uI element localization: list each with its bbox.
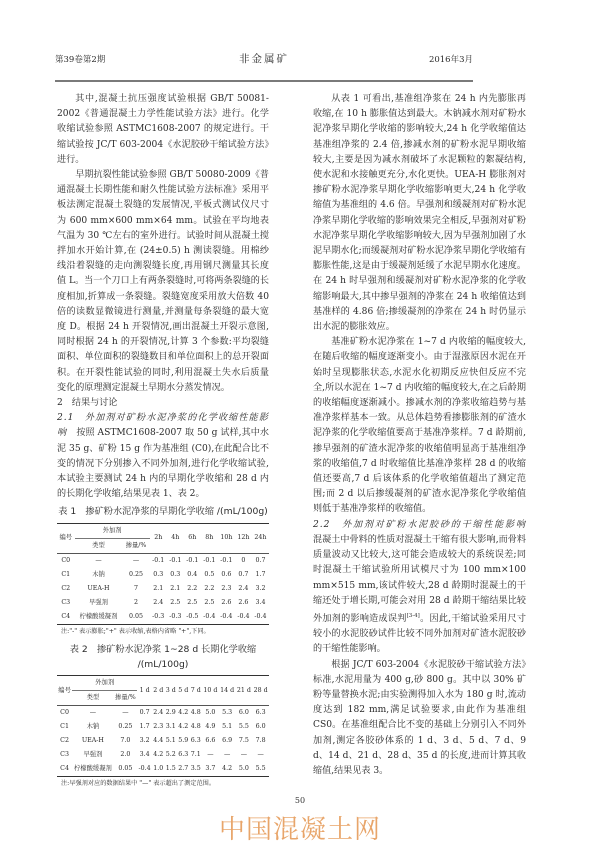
right-column xyxy=(313,92,526,779)
cell-dosage: 2.0 xyxy=(120,751,131,759)
cell-id: C3 xyxy=(61,598,71,606)
table1-header-time: 12h xyxy=(237,534,250,542)
cell-value: -0.3 xyxy=(152,612,165,620)
table-row xyxy=(57,596,269,610)
table1-header-id: 编号 xyxy=(59,534,73,542)
table2-header-admixture: 外加剂 xyxy=(72,676,137,691)
table1-header-time: 2h xyxy=(154,534,163,542)
cell-value: 6.3 xyxy=(255,709,266,717)
table2-header-type: 类型 xyxy=(86,694,100,702)
cell-value: 2.3 xyxy=(221,584,232,592)
cell-type: 早强剂 xyxy=(89,598,108,606)
subsection-2-1 xyxy=(57,411,269,502)
cell-id: C1 xyxy=(60,723,69,731)
cell-value: 0 xyxy=(241,556,246,564)
cell-type: 早强剂 xyxy=(83,751,103,759)
table2-header-time: 14 d xyxy=(220,686,235,694)
cell-value: 2.5 xyxy=(170,598,181,606)
table1-header-time: 10h xyxy=(220,534,233,542)
cell-value: 3.2 xyxy=(139,737,150,745)
section-heading-results: 2 结果与讨论 xyxy=(57,398,118,409)
table-row xyxy=(57,568,269,582)
cell-value: 3.2 xyxy=(255,584,266,592)
cell-value: 2.6 xyxy=(221,598,232,606)
cell-value: -0.1 xyxy=(186,556,199,564)
cell-value: -0.1 xyxy=(220,556,233,564)
cell-value: 5.0 xyxy=(205,709,216,717)
cell-value: 2.5 xyxy=(204,598,215,606)
cell-value: 5.1 xyxy=(165,737,176,745)
cell-value: 7.8 xyxy=(255,737,266,745)
cell-value: 5.5 xyxy=(255,765,266,773)
page-number: 50 xyxy=(294,796,306,806)
volume-issue: 第39卷第2期 xyxy=(55,55,106,65)
cell-dosage: 0.05 xyxy=(118,765,133,773)
cell-value: 5.1 xyxy=(222,723,233,731)
table2-header-dosage: 掺量/% xyxy=(115,694,136,702)
cell-value: 5.0 xyxy=(238,765,249,773)
cell-value: 6.3 xyxy=(190,737,201,745)
cell-type: 柠檬酸缓凝剂 xyxy=(79,612,118,620)
cell-type: UEA-H xyxy=(87,584,110,592)
cell-type: 木钠 xyxy=(86,723,100,731)
journal-title: 非金属矿 xyxy=(239,53,289,65)
table1-note: 注:"-" 表示膨胀;"+" 表示收缩,表格内省略 "+",下同。 xyxy=(61,627,210,635)
cell-id: C4 xyxy=(61,612,71,620)
table2-body xyxy=(57,706,269,777)
cell-value: 2.7 xyxy=(178,765,189,773)
cell-value: 2.4 xyxy=(153,709,164,717)
cell-value: 2.9 xyxy=(165,709,176,717)
table2-header-time: 28 d xyxy=(253,686,268,694)
cell-value: 0.7 xyxy=(238,570,249,578)
cell-value: 2.2 xyxy=(187,584,198,592)
table-row xyxy=(57,762,269,777)
cell-dosage: — xyxy=(122,709,129,717)
cell-value: -0.1 xyxy=(152,556,165,564)
cell-value: 6.9 xyxy=(222,737,233,745)
page-header xyxy=(55,53,473,75)
table1 xyxy=(57,523,269,625)
cell-value: 5.3 xyxy=(222,709,233,717)
table1-body xyxy=(57,553,269,624)
table2 xyxy=(57,675,269,777)
table-row xyxy=(57,720,269,734)
cell-value: 2.4 xyxy=(238,584,249,592)
cell-value: -0.3 xyxy=(169,612,182,620)
table-row xyxy=(57,553,269,568)
table2-header-id: 编号 xyxy=(58,686,71,694)
cell-value: 0.3 xyxy=(170,570,181,578)
paragraph-early-shrinkage-analysis: 从表 1 可看出,基准组净浆在 24 h 内先膨胀再收缩,在 10 h 膨胀值达到最大。木钠减水剂对矿粉水泥净浆早期化学收缩的影响较大,24 h 化学收缩值达基准组净浆的 2.4 倍,掺减水剂的矿粉水泥早期收缩较大,主要是因为减水剂破坏了水泥颗粒的絮凝结构,使水泥和水接触更充分,水化更快。UEA-H 膨胀剂对掺矿粉水泥净浆早期化学收缩影响更大,24 h 化学收缩值为基准组的 4.6 倍。早强剂和缓凝剂对矿粉水泥净浆早期化学收缩的影响效果完全相反,早强剂对矿粉水泥净浆早期化学收缩影响较大,因为早强剂加剧了水泥早期水化;而缓凝剂对矿粉水泥净浆早期化学收缩有膨胀性能,这是由于缓凝剂延缓了水泥早期水化速度。在 24 h 时早强剂和缓凝剂对矿粉水泥净浆的化学收缩影响最大,其中掺早强剂的净浆在 24 h 收缩值达到基准样的 4.86 倍;掺缓凝剂的净浆在 24 h 时仍显示出水泥的膨胀效应。 xyxy=(313,94,526,333)
cell-value: 3.1 xyxy=(165,723,176,731)
cell-value: — xyxy=(207,751,214,759)
cell-value: 4.9 xyxy=(205,723,216,731)
cell-value: -0.1 xyxy=(169,556,182,564)
cell-value: 4.8 xyxy=(190,723,201,731)
subsection-2-2-text: 混凝土中骨料的性质对混凝土干缩有很大影响,而骨料质量波动又比较大,这可能会造成较大的系统误差;同时混凝土干缩试验所用试模尺寸为 100 mm×100 mm×515 mm,该试件较大,28 d 龄期时混凝土的干缩还处于增长期,可能会对用 28 d 龄期干缩结果比较外加剂的影响造成误判 xyxy=(313,534,526,624)
table2-caption: 表 2 掺矿粉水泥净浆 1~28 d 长期化学收缩 /(mL/100g) xyxy=(69,643,257,670)
cell-value: 1.0 xyxy=(153,765,164,773)
cell-value: 2.6 xyxy=(238,598,249,606)
cell-dosage: 7.0 xyxy=(120,737,131,745)
cell-value: 2.1 xyxy=(153,584,164,592)
table1-header-time: 6h xyxy=(188,534,197,542)
cell-value: 0.3 xyxy=(153,570,164,578)
cell-id: C4 xyxy=(60,765,69,773)
cell-value: -0.4 xyxy=(254,612,267,620)
cell-id: C3 xyxy=(60,751,69,759)
cell-value: 0.4 xyxy=(187,570,198,578)
cell-value: 6.0 xyxy=(238,709,249,717)
table2-header-time: 5 d xyxy=(178,686,189,694)
cell-value: 7.1 xyxy=(190,751,201,759)
issue-date: 2016年3月 xyxy=(428,55,473,65)
cell-value: 4.2 xyxy=(178,723,189,731)
table2-header-time: 1 d xyxy=(139,686,150,694)
cell-value: 4.2 xyxy=(153,751,164,759)
paragraph-long-term-shrinkage-analysis: 基准矿粉水泥净浆在 1~7 d 内收缩的幅度较大,在随后收缩的幅度逐渐变小。由于湿涨原因水泥在开始时呈现膨胀状态,水泥水化初期反应快但反应不完全,所以水泥在 1~7 d 内收缩的幅度较大,在之后龄期的收缩幅度逐渐减小。掺减水剂的净浆收缩趋势与基准净浆样基本一致。从总体趋势看掺膨胀剂的矿渣水泥净浆的化学收缩值要高于基准净浆样。7 d 龄期前,掺早强剂的矿渣水泥净浆的收缩值明显高于基准组净浆的收缩值,7 d 时收缩值比基准净浆样 28 d 的收缩值还要高,7 d 后该体系的化学收缩值超出了测定范围;而 2 d 以后掺缓凝剂的矿渣水泥净浆化学收缩值则低于基准净浆样的收缩值。 xyxy=(313,337,526,515)
cell-value: -0.4 xyxy=(203,612,216,620)
subsection-2-1-title: 2.1 外加剂对矿粉水泥净浆的化学收缩性能影响 xyxy=(57,413,269,439)
cell-value: 0.7 xyxy=(255,556,266,564)
cell-value: 2.3 xyxy=(153,723,164,731)
cell-value: — xyxy=(240,751,247,759)
table1-header-admixture: 外加剂 xyxy=(75,523,150,538)
table-row xyxy=(57,734,269,748)
cell-value: -0.1 xyxy=(203,556,216,564)
cell-type: 木钠 xyxy=(92,570,105,578)
cell-value: 0.5 xyxy=(204,570,215,578)
cell-value: 5.9 xyxy=(178,737,189,745)
cell-value: -0.4 xyxy=(138,765,151,773)
subsection-2-2-tail: 。因此,干缩试验采用尺寸较小的水泥胶砂试件比较不同外加剂对矿渣水泥胶砂的干缩性能影响。 xyxy=(313,613,526,655)
cell-value: -0.4 xyxy=(220,612,233,620)
citation-ref[interactable]: [3-4] xyxy=(406,612,420,619)
cell-value: 4.2 xyxy=(222,765,233,773)
cell-value: 1.7 xyxy=(255,570,266,578)
cell-value: 5.5 xyxy=(238,723,249,731)
cell-id: C2 xyxy=(60,737,69,745)
subsection-2-2 xyxy=(313,518,526,658)
cell-value: 4.2 xyxy=(178,709,189,717)
table1-header-time: 8h xyxy=(205,534,214,542)
cell-value: -0.4 xyxy=(237,612,250,620)
table1-caption: 表 1 掺矿粉水泥净浆的早期化学收缩 /(mL/100g) xyxy=(58,506,268,518)
table2-header-time: 21 d xyxy=(236,686,251,694)
cell-value: 0.7 xyxy=(139,709,150,717)
cell-value: 6.0 xyxy=(255,723,266,731)
table2-header-time: 10 d xyxy=(203,686,218,694)
cell-dosage: 0.25 xyxy=(129,570,144,578)
left-column xyxy=(57,92,269,794)
cell-value: 4.4 xyxy=(153,737,164,745)
cell-type: — xyxy=(95,556,102,564)
table1-header-type: 类型 xyxy=(92,541,105,549)
table2-note: 注:早强剂对应的数据结果中 "—" 表示超出了测定范围。 xyxy=(61,780,216,788)
subsection-2-2-title: 2.2 外加剂对矿粉水泥胶砂的干缩性能影响 xyxy=(313,519,526,530)
cell-value: 3.4 xyxy=(255,598,266,606)
cell-value: 3.4 xyxy=(139,751,150,759)
cell-id: C0 xyxy=(60,709,69,717)
cell-value: 2.2 xyxy=(204,584,215,592)
cell-value: 6.6 xyxy=(205,737,216,745)
cell-dosage: — xyxy=(132,556,140,564)
cell-value: 1.5 xyxy=(165,765,176,773)
cell-dosage: 2 xyxy=(134,598,139,606)
paragraph-crack-test: 早期抗裂性能试验参照 GB/T 50080-2009《普通混凝土长期性能和耐久性能试验方法标准》采用平板法测定混凝土裂缝的发展情况,平板式测试仪尺寸为 600 mm×600 mm×64 mm。试验在平均地表气温为 30 ℃左右的室外进行。试验时间从混凝土搅拌加水开始计算,在 (24±0.5) h 测读裂缝。用棉纱线沿着裂缝的走向测裂缝长度,再用钢尺测量其长度值 L。当一个刀口上有两条裂缝时,可将两条裂缝的长度相加,折算成一条裂缝。裂缝宽度采用放大倍数 40 倍的读数显微镜进行测量,并测量每条裂缝的最大宽度 D。根据 24 h 开裂情况,画出混凝土开裂示意图,同时根据 24 h 的开裂情况,计算 3 个参数:平均裂缝面积、单位面积的裂缝数目和单位面积上的总开裂面积。在开裂性能试验的同时,利用混凝土失水后质量变化的原理测定混凝土早期水分蒸发情况。 xyxy=(57,170,269,393)
cell-value: 0.6 xyxy=(221,570,232,578)
table-row xyxy=(57,706,269,721)
table1-header-dosage: 掺量/% xyxy=(125,541,147,549)
cell-value: 4.8 xyxy=(190,709,201,717)
cell-value: 2.4 xyxy=(153,598,164,606)
cell-value: 2.5 xyxy=(187,598,198,606)
paragraph-test-methods: 其中,混凝土抗压强度试验根据 GB/T 50081-2002《普通混凝土力学性能试验方法》进行。化学收缩试验参照 ASTMC1608-2007 的规定进行。干缩试验按 JC/T 603-2004《水泥胶砂干缩试验方法》进行。 xyxy=(57,94,269,165)
cell-id: C1 xyxy=(61,570,71,578)
table2-header-time: 3 d xyxy=(165,686,176,694)
cell-value: 5.2 xyxy=(165,751,176,759)
header-rule xyxy=(55,80,473,82)
watermark: 中国混凝土网 xyxy=(218,815,381,846)
paragraph-mortar-test: 根据 JC/T 603-2004《水泥胶砂干缩试验方法》标准,水泥用量为 400 g,砂 800 g。其中以 30% 矿粉等量替换水泥;由实验测得加入水为 180 g 时,流动度达到 182 mm,满足试验要求,由此作为基准组 CS0。在基准组配合比不变的基础上分别引入不同外加剂,测定各胶砂体系的 1 d、3 d、5 d、7 d、9 d、14 d、21 d、28 d、35 d 的长度,进而计算其收缩值,结果见表 3。 xyxy=(313,659,526,776)
table1-header-time: 4h xyxy=(171,534,180,542)
cell-value: -0.5 xyxy=(186,612,199,620)
table1-header-time: 24h xyxy=(254,534,267,542)
cell-value: 3.7 xyxy=(205,765,216,773)
cell-type: — xyxy=(89,709,97,717)
cell-value: 2.1 xyxy=(170,584,181,592)
cell-dosage: 7 xyxy=(134,584,139,592)
cell-dosage: 0.25 xyxy=(118,723,133,731)
cell-value: — xyxy=(223,751,231,759)
cell-id: C2 xyxy=(61,584,71,592)
cell-value: 6.3 xyxy=(178,751,189,759)
cell-type: UEA-H xyxy=(81,737,104,745)
cell-value: — xyxy=(257,751,264,759)
table-row xyxy=(57,610,269,625)
cell-dosage: 0.05 xyxy=(129,612,144,620)
table-row xyxy=(57,582,269,596)
cell-value: 1.7 xyxy=(139,723,150,731)
cell-id: C0 xyxy=(61,556,71,564)
cell-type: 柠檬酸缓凝剂 xyxy=(74,765,112,773)
table2-header-time: 7 d xyxy=(190,686,201,694)
table-row xyxy=(57,748,269,762)
cell-value: 3.5 xyxy=(190,765,201,773)
subsection-2-1-text: 按照 ASTMC1608-2007 取 50 g 试样,其中水泥 35 g、矿粉 15 g 作为基准组 (C0),在此配合比不变的情况下分别掺入不同外加剂,进行化学收缩试验,本试验主要测试 24 h 内的早期化学收缩和 28 d 内的长期化学收缩,结果见表 1、表 2。 xyxy=(57,428,269,500)
table2-header-time: 2 d xyxy=(153,686,164,694)
cell-value: 7.5 xyxy=(238,737,249,745)
